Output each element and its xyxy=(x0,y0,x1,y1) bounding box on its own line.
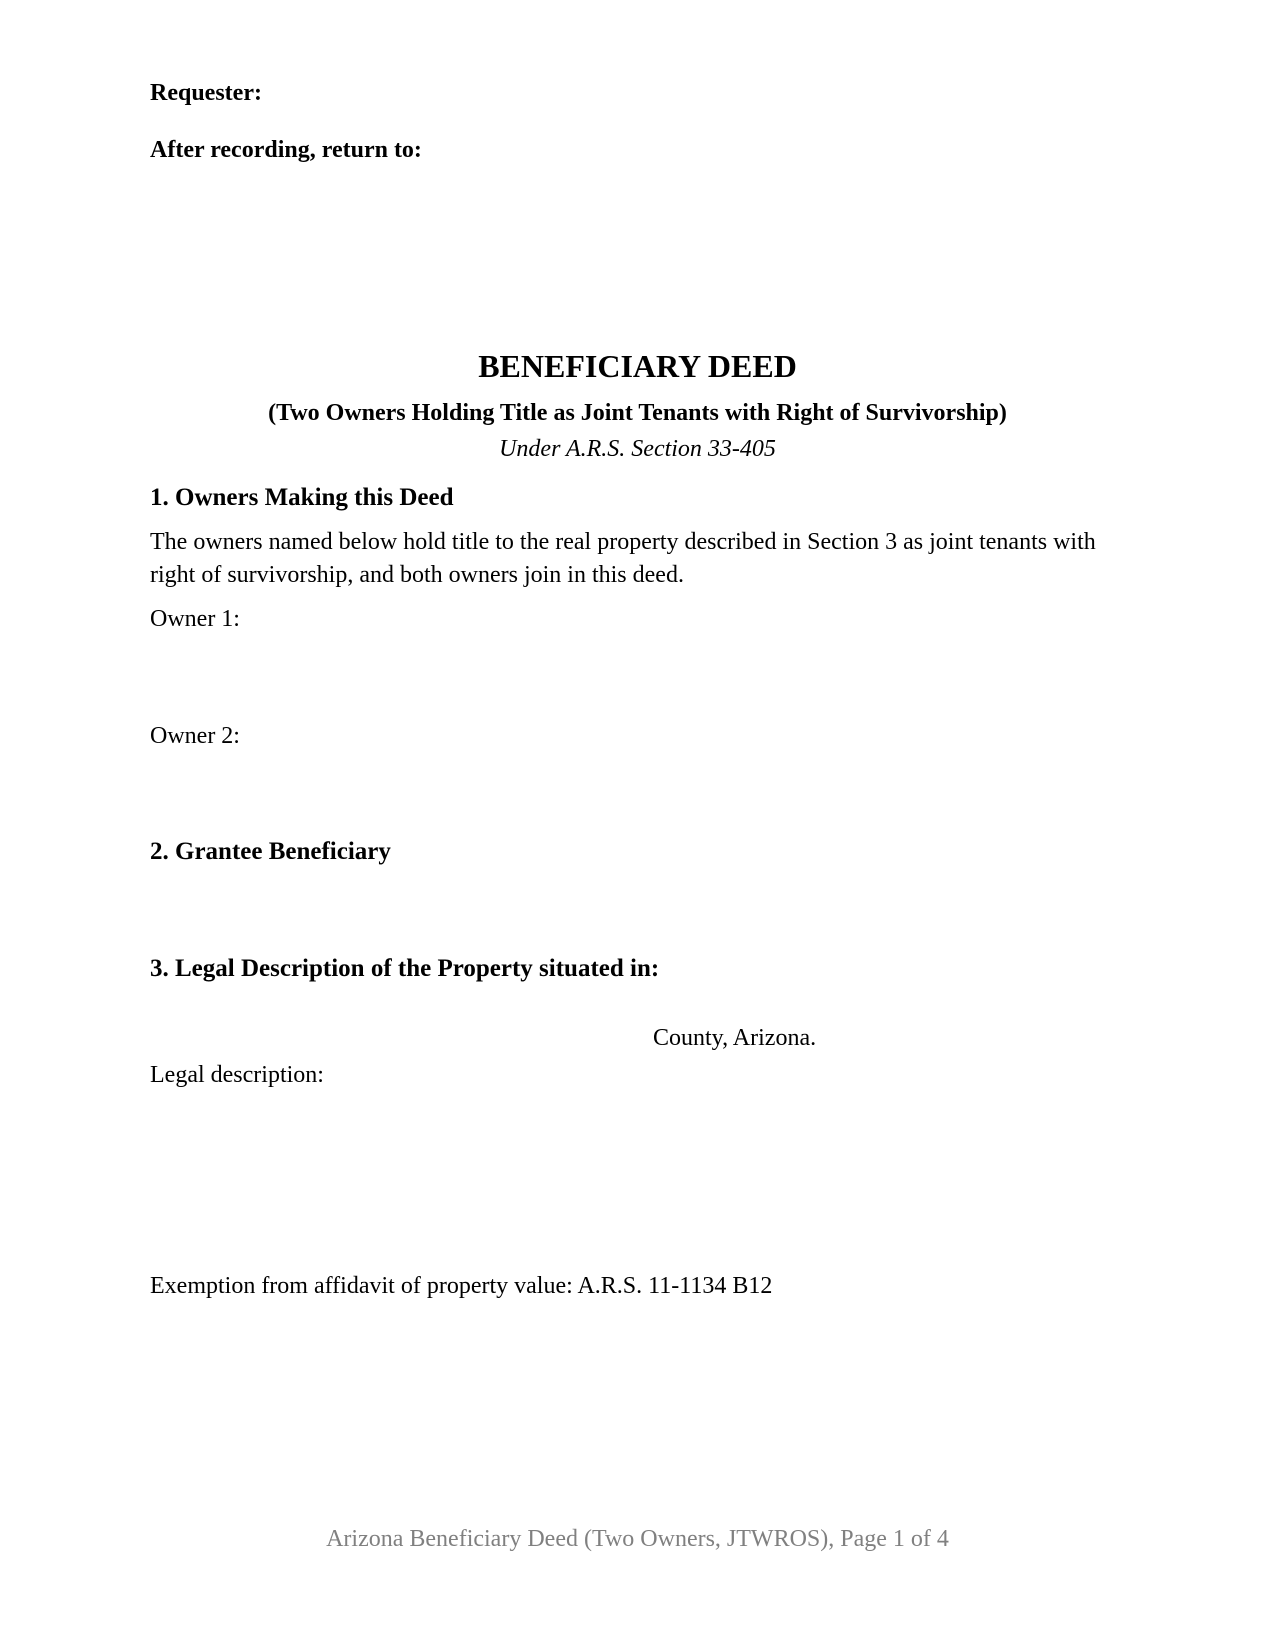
section-1-paragraph: The owners named below hold title to the real property described in Section 3 as joint tenants with right of survivorship, and both owners join in this deed. xyxy=(150,529,1096,588)
statute-reference: Under A.R.S. Section 33-405 xyxy=(499,436,776,462)
county-text: County, Arizona. xyxy=(653,1025,817,1051)
section-3-heading: 3. Legal Description of the Property situated in: xyxy=(150,955,660,982)
section-1-heading: 1. Owners Making this Deed xyxy=(150,484,454,511)
requester-label: Requester: xyxy=(150,80,262,106)
section-2-heading: 2. Grantee Beneficiary xyxy=(150,838,391,865)
owner-2-label: Owner 2: xyxy=(150,723,240,749)
page-footer: Arizona Beneficiary Deed (Two Owners, JTWROS), Page 1 of 4 xyxy=(326,1526,949,1552)
document-title: BENEFICIARY DEED xyxy=(478,348,797,384)
document-subtitle: (Two Owners Holding Title as Joint Tenants with Right of Survivorship) xyxy=(268,400,1007,426)
owner-1-label: Owner 1: xyxy=(150,606,240,632)
exemption-statement: Exemption from affidavit of property value: A.R.S. 11-1134 B12 xyxy=(150,1273,773,1299)
return-address-label: After recording, return to: xyxy=(150,137,422,163)
legal-description-label: Legal description: xyxy=(150,1062,324,1088)
